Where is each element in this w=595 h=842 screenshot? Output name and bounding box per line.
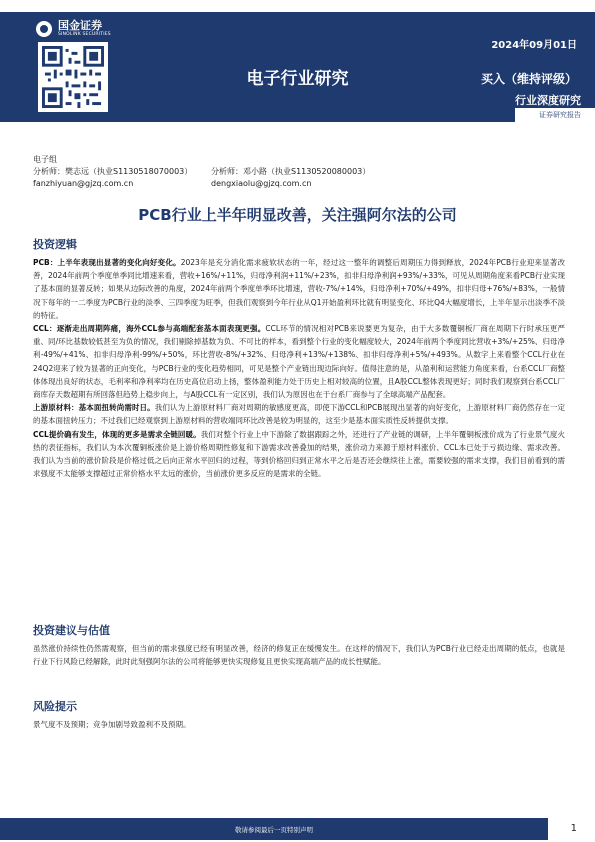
paragraph-price	[33, 428, 565, 481]
analyst-1: 分析师：樊志远（执业S1130518070003）	[33, 167, 193, 176]
report-header	[0, 0, 595, 148]
paragraph-risk: 景气度不及预期；竞争加剧导致盈利不及预期。	[33, 720, 191, 729]
paragraph-ccl	[33, 322, 565, 401]
sinolink-logo-icon	[36, 21, 52, 37]
section-title: 投资逻辑	[33, 238, 77, 251]
report-subtype: 行业深度研究	[515, 94, 581, 107]
report-tag: 证券研究报告	[539, 111, 581, 119]
section-title: 风险提示	[33, 700, 77, 713]
paragraph-body: 我们对整个行业上中下游除了数据跟踪之外，还进行了产业链的调研，上半年覆铜板涨价成为了行业景气度火热的表征指标，我们认为本次覆铜板涨价是上游价格周期性修复和下游需求改善叠加的结果，涨价动力来源于原材料涨价、CCL本已处于亏损边缘、需求改善。我们认为当前的涨价阶段是价格过低之后向正常水平回归的过程，等到价格回归到正常水平之后是否还会继续往上涨，需要较强的需求支撑，我们目前看到的需求强度不太能够支撑超过正常价格水平太远的涨价，当前涨价更多反应的是需求的全链。	[33, 429, 565, 479]
paragraph-advice: 虽然涨价持续性仍然需观察，但当前的需求强度已经有明显改善，经济的修复正在缓慢发生。在这样的情况下，我们认为PCB行业已经走出周期的低点，也就是行业下行风险已经解除，此时此刻强阿尔法的公司将能够更快实现修复且更快实现高端产品的成长性赋能。	[33, 644, 565, 667]
paragraph-body: 2023年是充分消化需求疲软状态的一年，经过这一整年的调整后周期压力得到释放，2024年PCB行业迎来显著改善，2024年前两个季度单季同比增速来看，营收+16%/+11%，归母净利润+11%/+23%，扣非归母净利润+93%/+33%，可见从周期角度来看PCB行业实现了基本面的显著反转；如果从边际改善的角度，2024年前两个季度单季环比增速，营收-7%/+14%，归母净利+70%/+49%，扣非归母+76%/+83%，一般情况下每年的一二季度为PCB行业的淡季、三四季度为旺季，但我们观察到今年行业从Q1开始盈利环比就有明显变化、环比Q4大幅度增长，上半年显示出淡季不淡的特征。	[33, 258, 565, 320]
investment-logic-section	[33, 236, 565, 480]
logo-subtext: SINOLINK SECURITIES	[58, 32, 111, 37]
paragraph-lead: CCL：逐渐走出周期阵痛，海外CCL参与高端配套基本面表现更强。	[33, 324, 266, 334]
logo-text: 国金证券	[58, 19, 102, 32]
analyst-1-email[interactable]: fanzhiyuan@gjzq.com.cn	[33, 179, 134, 188]
paragraph-lead: CCL提价确有发生，体现的更多是需求全链回暖。	[33, 429, 201, 439]
report-industry-title: 电子行业研究	[246, 69, 349, 89]
rating-badge: 买入（维持评级）	[480, 72, 577, 86]
section-title: 投资建议与估值	[33, 624, 110, 637]
analyst-2: 分析师：邓小路（执业S1130520080003）	[211, 167, 371, 176]
report-title: PCB行业上半年明显改善，关注强阿尔法的公司	[138, 206, 457, 224]
analyst-2-email[interactable]: dengxiaolu@gjzq.com.cn	[211, 179, 312, 188]
report-date: 2024年09月01日	[491, 40, 577, 51]
page-number: 1	[570, 823, 577, 834]
footer-disclaimer[interactable]: 敬请参阅最后一页特别声明	[235, 826, 313, 834]
paragraph-pcb	[33, 256, 565, 322]
analyst-group: 电子组	[33, 155, 57, 164]
paragraph-upstream	[33, 401, 565, 427]
paragraph-lead: PCB：上半年表现出显著的变化向好变化。	[33, 258, 181, 267]
paragraph-body: 我们认为上游原材料厂商对周期的敏感度更高，即使下游CCL和PCB展现出显著的向好变化，上游原材料厂商仍然存在一定的基本面扭转压力；不过我们已经观察到上游原材料的营收端同环比改善是较为明显的，这至少是基本面实质性反转提供支撑。	[33, 403, 565, 426]
company-logo	[36, 20, 111, 37]
risk-section	[33, 698, 565, 731]
analyst-block	[33, 154, 381, 190]
paragraph-body: CCL环节的情况相对PCB来说要更为复杂，由于大多数覆铜板厂商在周期下行时承压更严重、同/环比基数较低甚至为负的情况，我们剔除掉基数为负、不可比的样本，看到整个行业的变化幅度较大，2024年前两个季度同比营收+3%/+25%、归母净利-49%/+41%、扣非归母净利-99%/+50%，环比营收-8%/+32%、归母净利+13%/+138%、扣非归母净利+5%/+493%。从数字上来看整个CCL行业在24Q2迎来了较为显著的正向变化，与PCB行业的变化趋势相同，可见是整个产业链出现边际向好。值得注意的是，从盈利和运营能力角度来看，台系CCL厂商整体体现出良好的状态，毛利率和净利率均在历史高位启动上扬，整体盈利能力处于历史上相对较高的位置，且A股CCL整体表现更好；同时我们观察到台系CCL厂商库存天数超期有所回落但趋势上稳步向上，与A股CCL有一定区别，我们认为原因也在于台系厂商参与了全球高端产品配套。	[33, 324, 565, 400]
paragraph-lead: 上游原材料：基本面扭转尚需时日。	[33, 403, 155, 413]
investment-advice-section	[33, 622, 565, 668]
page-footer	[0, 816, 595, 842]
